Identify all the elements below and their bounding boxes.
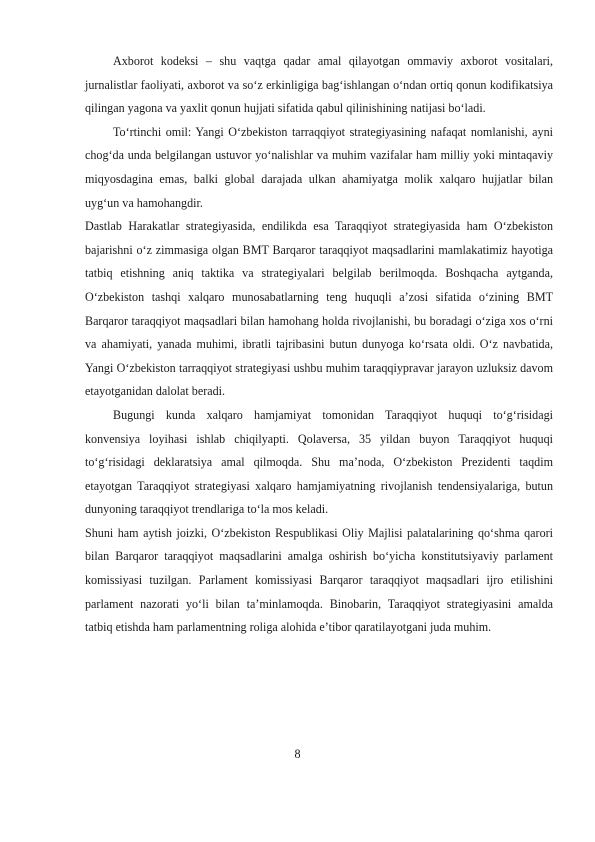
- page-number: 8: [294, 747, 301, 761]
- document-page: [85, 50, 553, 640]
- paragraph-fourth-factor: To‘rtinchi omil: Yangi O‘zbekiston tarraqqiyot strategiyasining nafaqat nomlanishi, ayni chog‘da unda belgilangan ustuvor yo‘nalishlar va muhim vazifalar ham milliy yoki mintaqaviy miqyosdagina emas, balki global darajada ulkan ahamiyatga molik xalqaro hujjatlar bilan uyg‘un va hamohangdir.: [85, 124, 553, 210]
- paragraph-axborot-kodeksi: Axborot kodeksi – shu vaqtga qadar amal qilayotgan ommaviy axborot vositalari, jurnalistlar faoliyati, axborot va so‘z erkinligiga bag‘ishlangan o‘ndan ortiq qonun kodifikatsiya qilingan yagona va yaxlit qonun hujjati sifatida qabul qilinishining natijasi bo‘ladi.: [85, 54, 553, 116]
- paragraph-parliament-commission: Shuni ham aytish joizki, O‘zbekiston Respublikasi Oliy Majlisi palatalarining qo‘shma qarori bilan Barqaror taraqqiyot maqsadlarini amalga oshirish bo‘yicha konstitutsiyaviy parlament komissiyasi tuzilgan. Parlament komissiyasi Barqaror taraqqiyot maqsadlari ijro etilishini parlament nazorati yo‘li bilan ta’minlamoqda. Binobarin, Taraqqiyot strategiyasini amalda tatbiq etishda ham parlamentning roliga alohida e’tibor qaratilayotgani juda muhim.: [85, 525, 553, 635]
- paragraph-international-community: Bugungi kunda xalqaro hamjamiyat tomonidan Taraqqiyot huquqi to‘g‘risidagi konvensiya loyihasi ishlab chiqilyapti. Qolaversa, 35 yildan buyon Taraqqiyot huquqi to‘g‘risidagi deklaratsiya amal qilmoqda. Shu ma’noda, O‘zbekiston Prezidenti taqdim etayotgan Taraqqiyot strategiyasi xalqaro hamjamiyatning rivojlanish tendensiyalariga, butun dunyoning taraqqiyot trendlariga to‘la mos keladi.: [85, 407, 553, 517]
- paragraph-bmt-goals: Dastlab Harakatlar strategiyasida, endilikda esa Taraqqiyot strategiyasida ham O‘zbekiston bajarishni o‘z zimmasiga olgan BMT Barqaror taraqqiyot maqsadlarini mamlakatimiz hayotiga tatbiq etishning aniq taktika va strategiyalari belgilab berilmoqda. Boshqacha aytganda, O‘zbekiston tashqi xalqaro munosabatlarning teng huquqli a’zosi sifatida o‘zining BMT Barqaror taraqqiyot maqsadlari bilan hamohang holda rivojlanishi, bu boradagi o‘ziga xos o‘rni va ahamiyati, yanada muhimi, ibratli tajribasini butun dunyoga ko‘rsata oldi. O‘z navbatida, Yangi O‘zbekiston tarraqqiyot strategiyasi ushbu muhim taraqqiypravar jarayon uzluksiz davom etayotganidan dalolat beradi.: [85, 219, 553, 399]
